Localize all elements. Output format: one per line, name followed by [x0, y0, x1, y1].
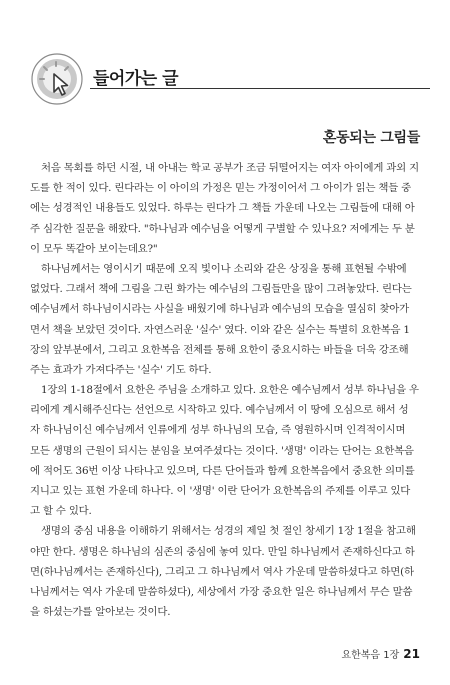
text-line: 나님께서는 역사 가운데 말씀하셨다), 세상에서 가장 중요한 일은 하나님께서 무슨 말씀	[30, 585, 413, 598]
text-line: 고 할 수 있다.	[30, 505, 92, 518]
body-text	[30, 158, 422, 622]
heading-rule	[90, 88, 430, 89]
page-number: 21	[403, 647, 420, 661]
section-title: 혼동되는 그림들	[322, 130, 420, 146]
cursor-click-icon	[30, 52, 84, 106]
text-line: 하나님께서는 영이시기 때문에 오직 빛이나 소리와 같은 상징을 통해 표현될 수밖에	[41, 262, 407, 275]
chapter-heading: 들어가는 글	[93, 69, 179, 89]
text-line: 자 하나님이신 예수님께서 인류에게 성부 하나님의 모습, 즉 영원하시며 인격적이시며	[30, 424, 406, 437]
text-line: 예수님께서 하나님이시라는 사실을 배웠기에 하나님과 예수님의 모습을 열심히 찾아가	[30, 303, 409, 316]
text-line: 장의 앞부분에서, 그리고 요한복음 전체를 통해 요한이 중요시하는 바들을 더욱 강조해	[30, 343, 409, 356]
footer-chapter: 요한복음 1장	[341, 650, 400, 661]
text-line: 1장의 1-18절에서 요한은 주님을 소개하고 있다. 요한은 예수님께서 성부 하나님을 우	[41, 384, 419, 397]
text-line: 야만 한다. 생명은 하나님의 심존의 중심에 놓여 있다. 만일 하나님께서 존재하신다고 하	[30, 545, 415, 558]
text-line: 처음 목회를 하던 시절, 내 아내는 학교 공부가 조금 뒤떨어지는 여자 아이에게 과외 지	[41, 162, 419, 174]
text-line: 생명의 중심 내용을 이해하기 위해서는 성경의 제일 첫 절인 창세기 1장 1절을 참고해	[41, 525, 416, 538]
text-line: 이 모두 똑같아 보이는데요?"	[30, 242, 158, 255]
text-line: 에 적어도 36번 이상 나타나고 있으며, 다른 단어들과 함께 요한복음에서 중요한 의미를	[30, 464, 415, 477]
text-line: 모든 생명의 근원이 되시는 분임을 보여주셨다는 것이다. '생명' 이라는 단어는 요한복음	[30, 444, 414, 457]
text-line: 리에게 계시해주신다는 선언으로 시작하고 있다. 예수님께서 이 땅에 오심으로 해서 성	[30, 404, 409, 417]
text-line: 면(하나님께서는 존재하신다), 그리고 그 하나님께서 역사 가운데 말씀하셨다고 하면(하	[30, 565, 414, 578]
text-line: 도를 한 적이 있다. 린다라는 이 아이의 가정은 믿는 가정이어서 그 아이가 읽는 책들 중	[30, 182, 412, 195]
page-footer	[341, 646, 420, 661]
text-line: 에는 성경적인 내용들도 있었다. 하루는 린다가 그 책들 가운데 나오는 그림들에 대해 아	[30, 202, 415, 215]
text-line: 을 하셨는가를 알아보는 것이다.	[30, 606, 171, 619]
text-line: 지니고 있는 표현 가운데 하나다. 이 '생명' 이란 단어가 요한복음의 주제를 이루고 있다	[30, 485, 411, 497]
text-line: 면서 책을 보았던 것이다. 자연스러운 '실수' 였다. 이와 같은 실수는 특별히 요한복음 1	[30, 323, 410, 336]
text-line: 주 심각한 질문을 해왔다. "하나님과 예수님을 어떻게 구별할 수 있나요? 저에게는 두 분	[30, 222, 415, 235]
text-line: 없었다. 그래서 책에 그림을 그린 화가는 예수님의 그림들만을 많이 그려놓았다. 린다는	[30, 283, 412, 296]
text-line: 주는 효과가 가져다주는 '실수' 기도 하다.	[30, 363, 212, 376]
chapter-header	[30, 52, 430, 108]
